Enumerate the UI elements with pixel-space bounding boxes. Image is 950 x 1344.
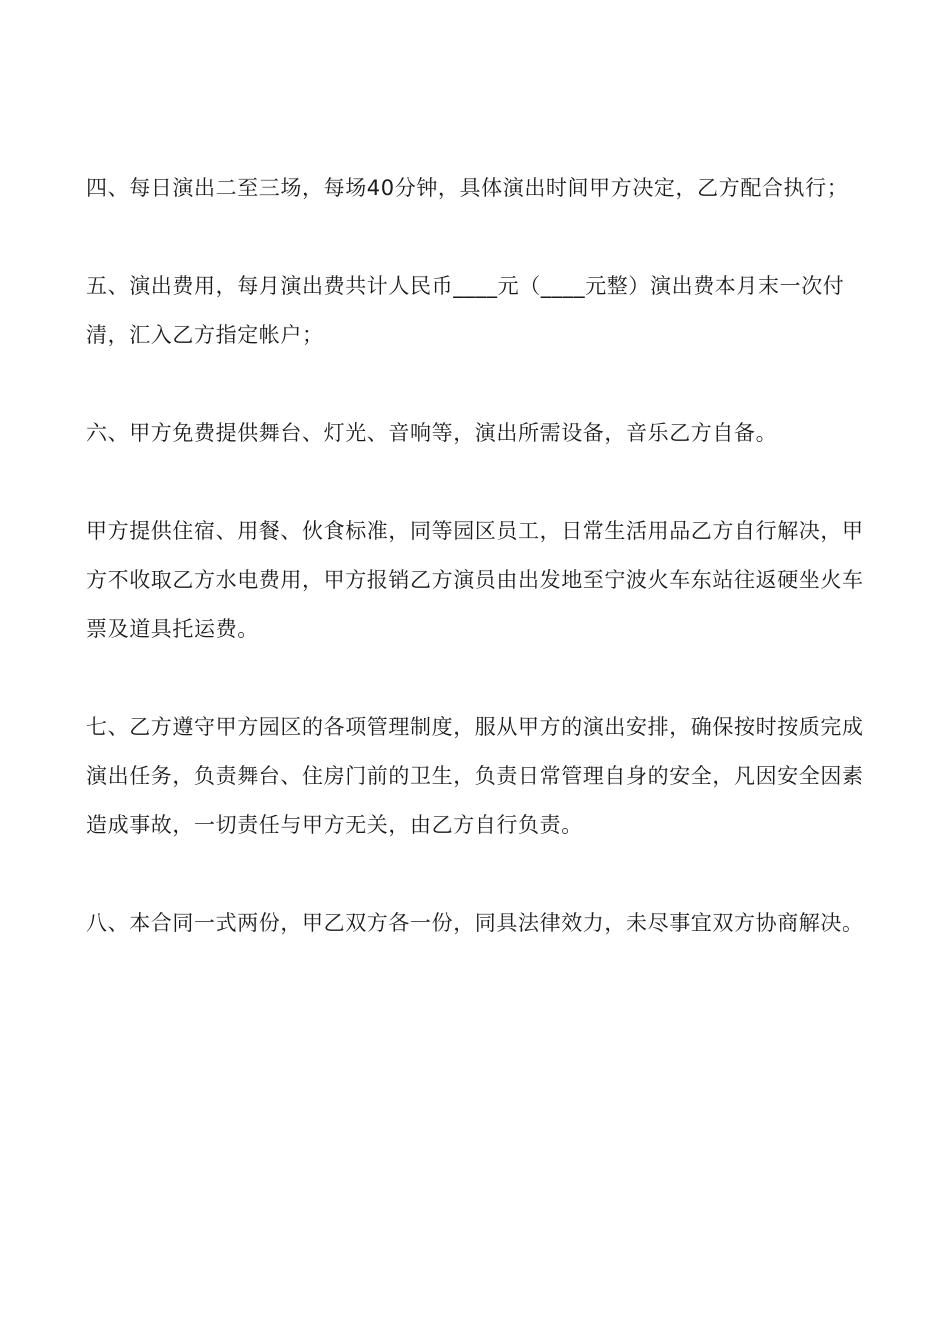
clause-8-paragraph: 八、本合同一式两份，甲乙双方各一份，同具法律效力，未尽事宜双方协商解决。 — [86, 911, 864, 935]
document-body — [86, 164, 866, 948]
clause-4-paragraph: 四、每日演出二至三场，每场40分钟，具体演出时间甲方决定，乙方配合执行； — [86, 176, 849, 200]
clause-6-paragraph: 六、甲方免费提供舞台、灯光、音响等，演出所需设备，音乐乙方自备。 — [86, 421, 778, 445]
accommodation-paragraph: 甲方提供住宿、用餐、伙食标准，同等园区员工，日常生活用品乙方自行解决，甲方不收取乙方水电费用，甲方报销乙方演员由出发地至宁波火车东站往返硬坐火车票及道具托运费。 — [86, 519, 864, 641]
clause-5-paragraph: 五、演出费用，每月演出费共计人民币____元（____元整）演出费本月末一次付清，汇入乙方指定帐户； — [86, 274, 845, 347]
clause-7-paragraph: 七、乙方遵守甲方园区的各项管理制度，服从甲方的演出安排，确保按时按质完成演出任务，负责舞台、住房门前的卫生，负责日常管理自身的安全，凡因安全因素造成事故，一切责任与甲方无关，由乙方自行负责。 — [86, 715, 864, 837]
